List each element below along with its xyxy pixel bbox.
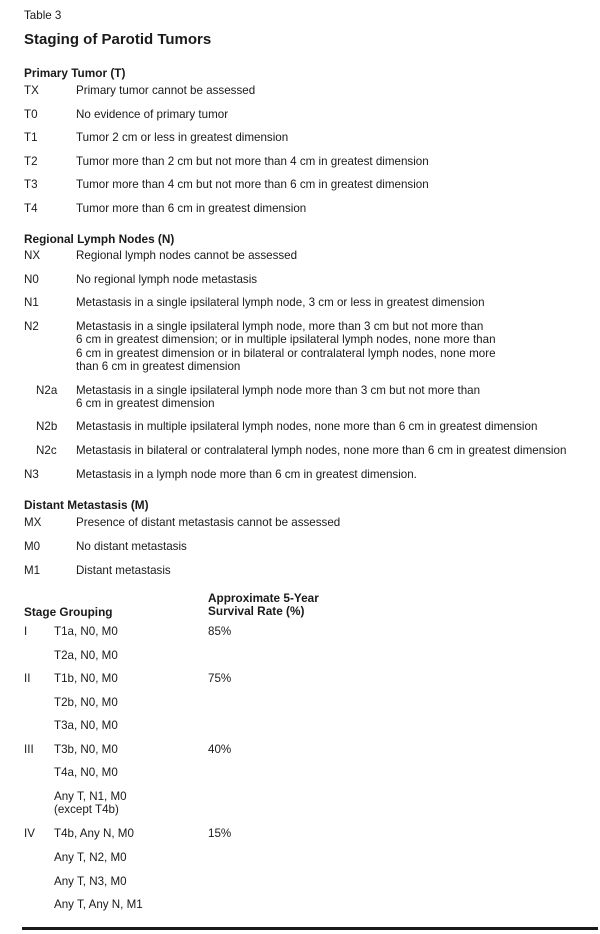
stage-description-line: Metastasis in a single ipsilateral lymph node, more than 3 cm but not more than xyxy=(76,320,484,333)
stage-description-line: Metastasis in a single ipsilateral lymph node more than 3 cm but not more than xyxy=(76,384,481,397)
stage-number: IV xyxy=(24,827,35,840)
stage-code: N2a xyxy=(36,384,58,397)
stage-code: N0 xyxy=(24,273,39,286)
stage-number: II xyxy=(24,672,31,685)
stage-description-line: 6 cm in greatest dimension xyxy=(76,397,215,410)
stage-group: Any T, N3, M0 xyxy=(54,875,127,888)
stage-group: T3b, N0, M0 xyxy=(54,743,118,756)
stage-group: Any T, Any N, M1 xyxy=(54,898,143,911)
page-title: Staging of Parotid Tumors xyxy=(24,31,212,48)
section-heading-stage-grouping: Stage Grouping xyxy=(24,605,113,619)
stage-group: Any T, N2, M0 xyxy=(54,851,127,864)
survival-rate: 85% xyxy=(208,625,232,638)
survival-rate: 75% xyxy=(208,672,232,685)
stage-code: N1 xyxy=(24,296,39,309)
stage-code: N3 xyxy=(24,468,39,481)
stage-description: Metastasis in bilateral or contralateral lymph nodes, none more than 6 cm in greatest dimension xyxy=(76,444,567,457)
bottom-divider xyxy=(22,927,598,930)
stage-code: T2 xyxy=(24,155,38,168)
stage-group: T2a, N0, M0 xyxy=(54,649,118,662)
stage-code: N2 xyxy=(24,320,39,333)
survival-rate: 15% xyxy=(208,827,232,840)
stage-description: Regional lymph nodes cannot be assessed xyxy=(76,249,298,262)
stage-code: T0 xyxy=(24,108,38,121)
stage-group: T1b, N0, M0 xyxy=(54,672,118,685)
stage-description: Distant metastasis xyxy=(76,564,171,577)
stage-description: Metastasis in a lymph node more than 6 cm in greatest dimension. xyxy=(76,468,417,481)
stage-group: T4b, Any N, M0 xyxy=(54,827,134,840)
stage-description: Tumor more than 2 cm but not more than 4 cm in greatest dimension xyxy=(76,155,429,168)
stage-description: Tumor more than 4 cm but not more than 6 cm in greatest dimension xyxy=(76,178,429,191)
stage-code: T3 xyxy=(24,178,38,191)
stage-description: No evidence of primary tumor xyxy=(76,108,229,121)
stage-number: III xyxy=(24,743,34,756)
stage-description: Primary tumor cannot be assessed xyxy=(76,84,256,97)
stage-group: T3a, N0, M0 xyxy=(54,719,118,732)
stage-code: NX xyxy=(24,249,41,262)
table-label: Table 3 xyxy=(24,9,62,22)
stage-description: Tumor more than 6 cm in greatest dimension xyxy=(76,202,307,215)
stage-description: Presence of distant metastasis cannot be assessed xyxy=(76,516,341,529)
stage-group: T2b, N0, M0 xyxy=(54,696,118,709)
survival-column-heading: Survival Rate (%) xyxy=(208,604,305,618)
stage-code: MX xyxy=(24,516,42,529)
stage-group-note: (except T4b) xyxy=(54,803,119,816)
stage-description-line: than 6 cm in greatest dimension xyxy=(76,360,241,373)
stage-group: Any T, N1, M0 xyxy=(54,790,127,803)
stage-code: T1 xyxy=(24,131,38,144)
stage-description: No distant metastasis xyxy=(76,540,187,553)
stage-code: M0 xyxy=(24,540,41,553)
section-heading-lymph-nodes: Regional Lymph Nodes (N) xyxy=(24,232,175,246)
stage-number: I xyxy=(24,625,28,638)
stage-description: Tumor 2 cm or less in greatest dimension xyxy=(76,131,289,144)
survival-rate: 40% xyxy=(208,743,232,756)
stage-code: N2c xyxy=(36,444,57,457)
stage-description: Metastasis in multiple ipsilateral lymph nodes, none more than 6 cm in greatest dimension xyxy=(76,420,538,433)
stage-description: Metastasis in a single ipsilateral lymph node, 3 cm or less in greatest dimension xyxy=(76,296,485,309)
stage-code: T4 xyxy=(24,202,38,215)
section-heading-distant-metastasis: Distant Metastasis (M) xyxy=(24,498,149,512)
stage-description-line: 6 cm in greatest dimension or in bilateral or contralateral lymph nodes, none more xyxy=(76,347,496,360)
stage-description: No regional lymph node metastasis xyxy=(76,273,258,286)
survival-column-heading: Approximate 5-Year xyxy=(208,591,319,605)
stage-code: TX xyxy=(24,84,39,97)
stage-group: T4a, N0, M0 xyxy=(54,766,118,779)
stage-code: M1 xyxy=(24,564,41,577)
stage-group: T1a, N0, M0 xyxy=(54,625,118,638)
stage-code: N2b xyxy=(36,420,58,433)
section-heading-primary-tumor: Primary Tumor (T) xyxy=(24,66,126,80)
stage-description-line: 6 cm in greatest dimension; or in multiple ipsilateral lymph nodes, none more than xyxy=(76,333,496,346)
